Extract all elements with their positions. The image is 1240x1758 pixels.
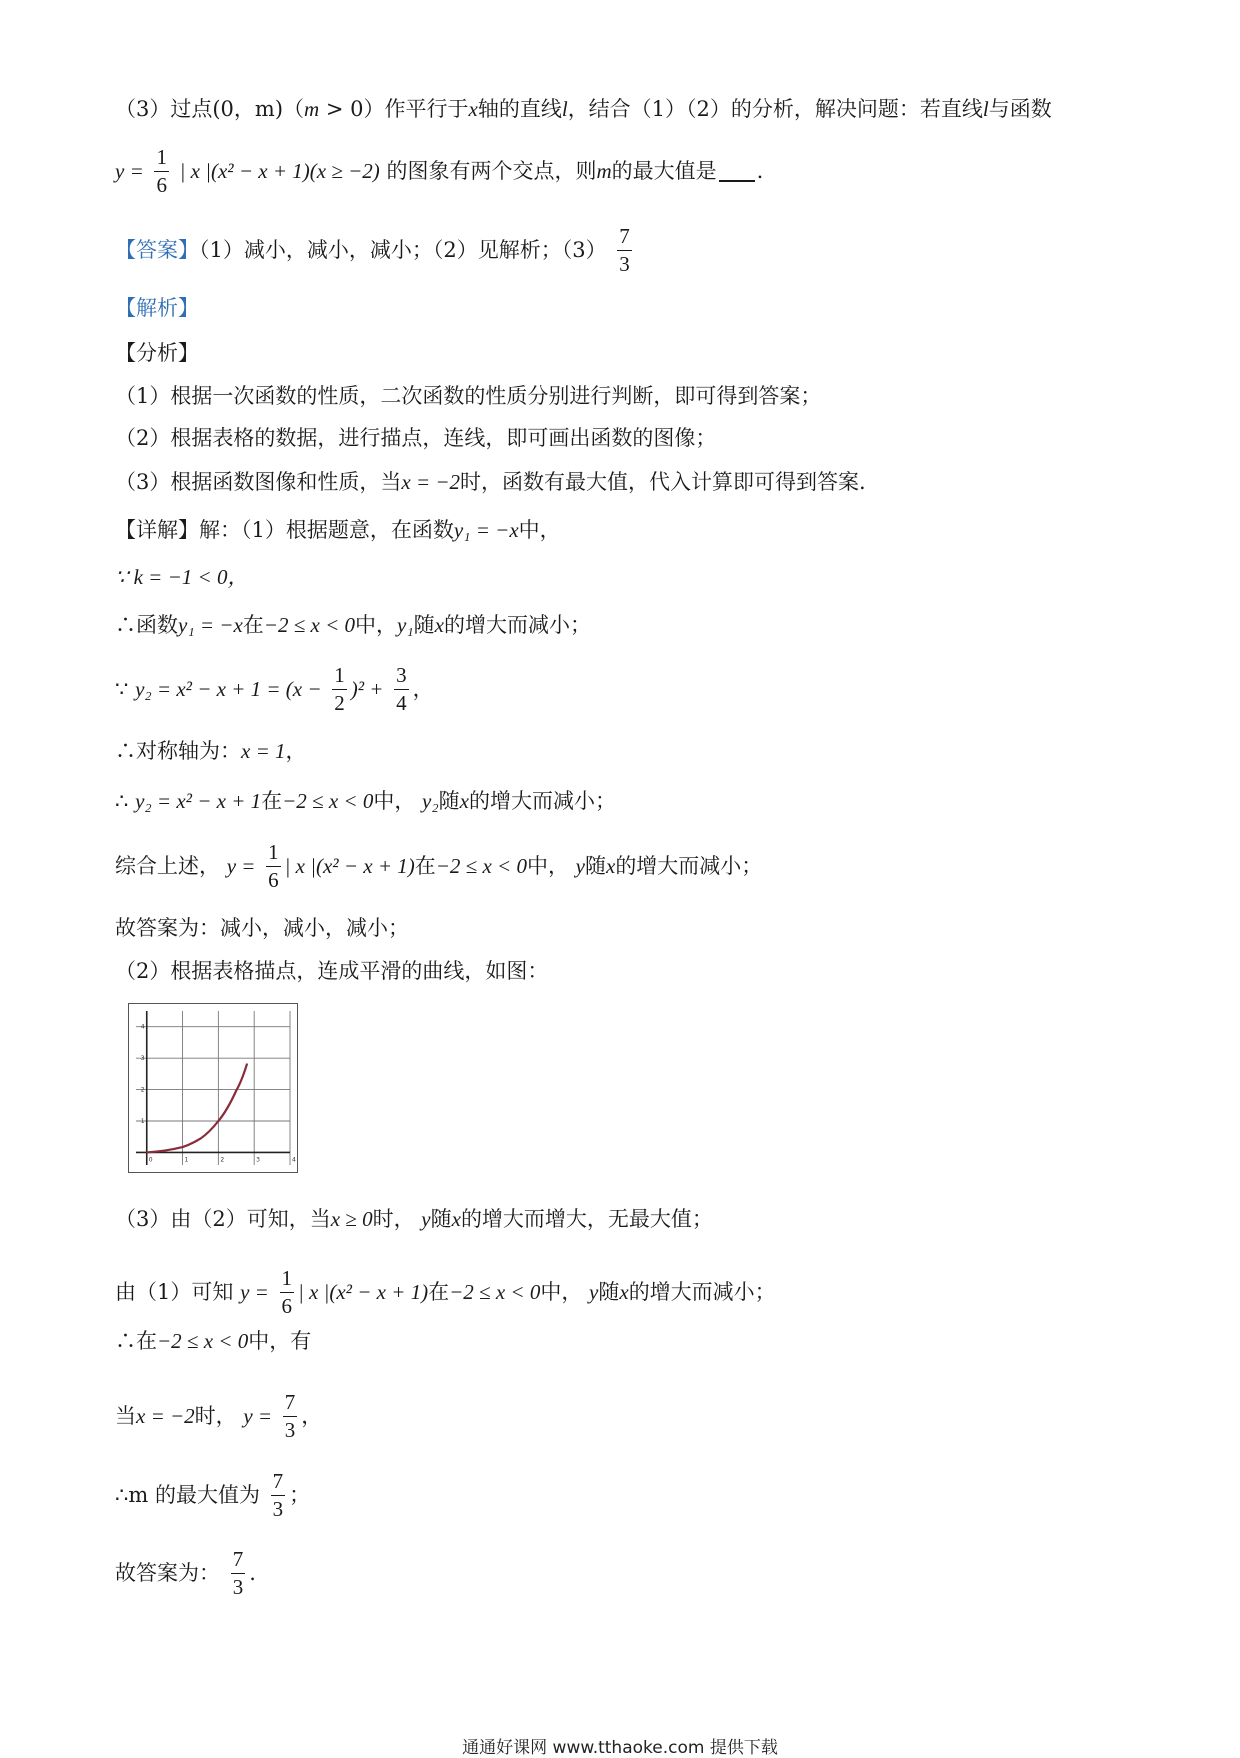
fraction: $\frac{1}{2}$ — [334, 663, 345, 715]
y-tick-label: 2 — [140, 1086, 145, 1094]
detail-line-12: ∴在−2 ≤ x < 0中，有 — [115, 1329, 312, 1353]
x-tick-label: 2 — [220, 1156, 225, 1164]
data-point — [146, 1152, 147, 1153]
detail-line-8: 故答案为：减小，减小，减小； — [115, 916, 409, 940]
fraction: $\frac{7}{3}$ — [232, 1547, 244, 1599]
fraction: $\frac{7}{3}$ — [284, 1390, 296, 1442]
x-tick-label: 3 — [256, 1156, 261, 1164]
fenxi-point-2: （2）根据表格的数据，进行描点，连线，即可画出函数的图像； — [115, 426, 717, 450]
detail-line-7: 综合上述， y = $\frac{1}{6}$ | x |(x² − x + 1)在−2 ≤ x < 0中， y随x的增大而减小； — [115, 840, 763, 892]
fraction: $\frac{1}{6}$ — [281, 1266, 292, 1318]
function-graph — [128, 1003, 298, 1173]
data-point — [200, 1138, 201, 1139]
data-point — [236, 1090, 237, 1091]
detail-line-15: 故答案为： $\frac{7}{3}$ . — [115, 1547, 256, 1599]
fraction: $\frac{3}{4}$ — [396, 663, 407, 715]
detail-line-4: ∵ y₂ = x² − x + 1 = (x − $\frac{1}{2}$ )² + $\frac{3}{4}$ ， — [115, 663, 434, 715]
detail-line-1: 【详解】解：（1）根据题意，在函数y₁ = −x中， — [115, 518, 561, 542]
fenxi-point-1: （1）根据一次函数的性质，二次函数的性质分别进行判断，即可得到答案； — [115, 384, 822, 408]
answer-fraction: $\frac{7}{3}$ — [619, 224, 630, 276]
fenxi-heading: 【分析】 — [115, 341, 199, 365]
y-tick-label: 3 — [140, 1055, 145, 1063]
detail-line-9: （2）根据表格描点，连成平滑的曲线，如图： — [115, 959, 549, 983]
x-tick-label: 1 — [184, 1156, 189, 1164]
detail-line-2: ∵ k = −1 < 0， — [115, 565, 249, 589]
detail-line-6: ∴ y₂ = x² − x + 1在−2 ≤ x < 0中， y₂随x的增大而减小； — [115, 789, 616, 813]
detail-line-3: ∴函数y₁ = −x在−2 ≤ x < 0中，y₁随x的增大而减小； — [115, 613, 591, 637]
detail-line-11: 由（1）可知 y = $\frac{1}{6}$ | x |(x² − x + 1)在−2 ≤ x < 0中， y随x的增大而减小； — [115, 1266, 776, 1318]
detail-line-13: 当x = −2时， y = $\frac{7}{3}$ ， — [115, 1390, 323, 1442]
data-point — [246, 1063, 247, 1064]
data-point — [218, 1120, 219, 1121]
fraction: $\frac{1}{6}$ — [268, 840, 279, 892]
footer-watermark: 通通好课网 www.tthaoke.com 提供下载 — [462, 1738, 778, 1758]
detail-line-14: ∴m 的最大值为 $\frac{7}{3}$ ； — [115, 1469, 311, 1521]
y-tick-label: 1 — [140, 1118, 145, 1125]
question-3-line-1: （3）过点(0，m)（m > 0）作平行于x轴的直线l，结合（1）（2）的分析，解决问题：若直线l与函数 — [115, 97, 1052, 121]
y-tick-label: 4 — [140, 1023, 145, 1031]
detail-line-10: （3）由（2）可知，当x ≥ 0时， y随x的增大而增大，无最大值； — [115, 1207, 713, 1231]
data-point — [182, 1146, 183, 1147]
detail-line-5: ∴对称轴为：x = 1， — [115, 739, 307, 763]
answer-line: 【答案】（1）减小，减小，减小；（2）见解析；（3） $\frac{7}{3}$ — [115, 224, 630, 276]
fraction: $\frac{1}{6}$ — [156, 145, 167, 197]
x-tick-label: 4 — [292, 1156, 296, 1164]
x-tick-label: 0 — [148, 1156, 153, 1164]
graph-frame — [129, 1004, 298, 1173]
answer-blank — [719, 162, 755, 182]
data-point — [164, 1150, 165, 1151]
analysis-heading: 【解析】 — [115, 296, 199, 320]
fenxi-point-3: （3）根据函数图像和性质，当x = −2时，函数有最大值，代入计算即可得到答案. — [115, 470, 866, 494]
fraction: $\frac{7}{3}$ — [272, 1469, 284, 1521]
question-3-line-2: y = $\frac{1}{6}$ | x |(x² − x + 1)(x ≥ −2) 的图象有两个交点，则m的最大值是 . — [115, 145, 764, 197]
